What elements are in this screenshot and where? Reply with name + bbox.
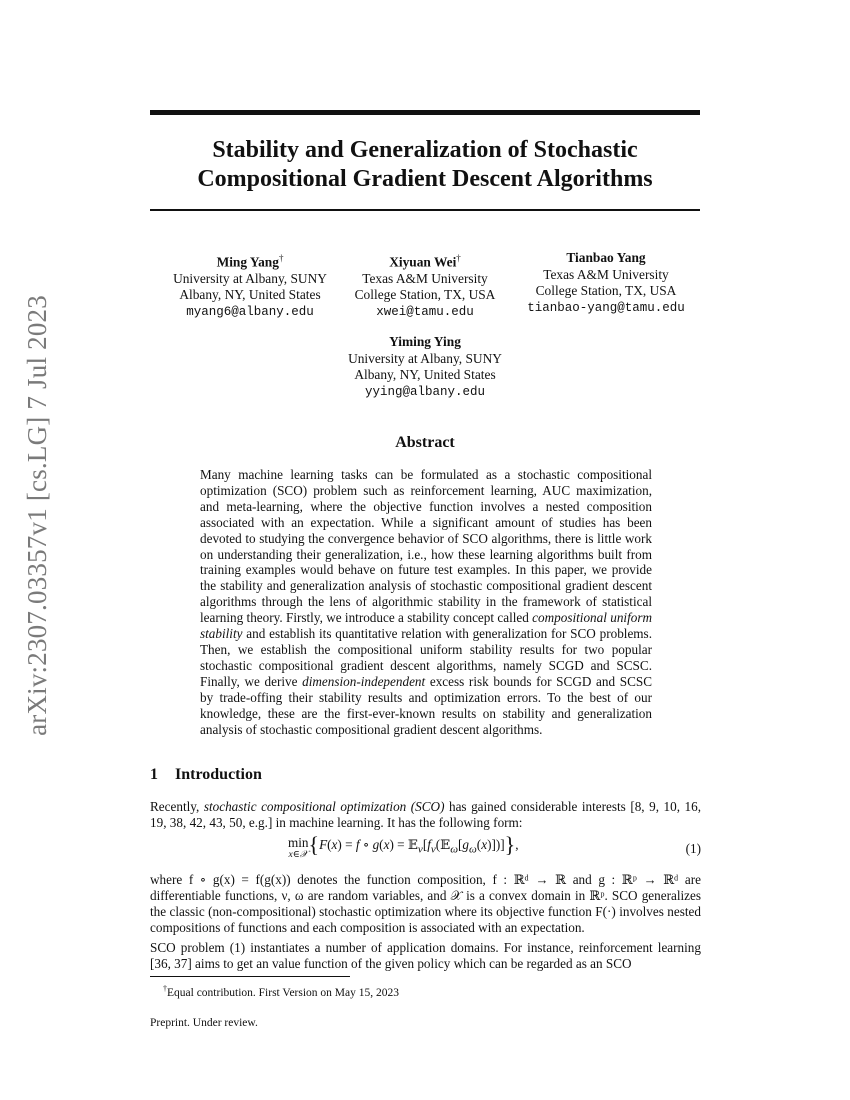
author-affiliation: University at Albany, SUNY — [348, 350, 502, 366]
equation-body: min x∈𝒳 {F(x) = f ∘ $g(x) = 𝔼_\nu[f_\nu(𝔼_\omega[g_\omega(x)])]$}, — [288, 832, 519, 860]
author-affiliation: University at Albany, SUNY — [173, 270, 327, 286]
author-name: Tianbao Yang — [566, 250, 646, 265]
footnote-rule — [150, 976, 350, 977]
arxiv-identifier — [14, 285, 60, 745]
author-email: tianbao-yang@tamu.edu — [527, 300, 685, 315]
footnote-text: Equal contribution. First Version on May 15, 2023 — [167, 986, 400, 999]
author-email: yying@albany.edu — [364, 384, 486, 399]
paper-title — [150, 136, 700, 194]
author-name: Xiyuan Wei — [389, 254, 457, 270]
title-bottom-rule — [150, 209, 700, 211]
author-block-4 — [325, 334, 525, 400]
intro-paragraph-1: Recently, stochastic compositional optimization (SCO) has gained considerable interests [8, 9, 10, 16, 19, 38, 42, 43, 50, e.g.] in machine learning. It has the following form: — [150, 799, 701, 830]
author-name: Ming Yang — [216, 254, 279, 270]
section-number: 1 — [150, 766, 158, 783]
author-location: Albany, NY, United States — [354, 367, 496, 382]
equation-number: (1) — [685, 841, 701, 856]
author-location: College Station, TX, USA — [354, 287, 496, 303]
author-block-3 — [496, 250, 716, 316]
author-location: College Station, TX, USA — [535, 283, 677, 298]
title-line-2: Compositional Gradient Descent Algorithms — [197, 166, 653, 192]
footnote — [163, 982, 399, 1000]
intro-emphasis: stochastic compositional optimization (SCO) — [203, 799, 445, 814]
author-block-1 — [150, 250, 350, 320]
section-heading — [150, 766, 262, 784]
author-block-2 — [325, 250, 525, 320]
author-email: xwei@tamu.edu — [376, 304, 474, 319]
equal-contribution-mark: † — [278, 253, 284, 263]
author-email: myang6@albany.edu — [186, 304, 314, 319]
abstract-text: Many machine learning tasks can be formulated as a stochastic compositional optimization (SCO) problem such as reinforcement learning, AUC maximization, and meta-learning, where the objective function involves a nested composition associated with an expectation. While a significant amount of studies has been devoted to studying the convergence behavior of SCO algorithms, there is little work on understanding their generalization, i.e., how these learning algorithms built from training examples would behave on future test examples. In this paper, we provide the stability and generalization analysis of stochastic compositional gradient descent algorithms through the lens of algorithmic stability in the framework of statistical learning theory. Firstly, we introduce a stability concept called compositional uniform stability and establish its quantitative relation with generalization for SCO problems. Then, we establish the compositional uniform stability results for two popular stochastic compositional gradient descent algorithms, namely SCGD and SCSC. Finally, we derive dimension-independent excess risk bounds for SCGD and SCSC by trade-offing their stability results and optimization errors. To the best of our knowledge, these are the first-ever-known results on stability and generalization analysis of stochastic compositional gradient descent algorithms. — [200, 467, 652, 737]
footnote-mark: † — [163, 984, 167, 993]
title-line-1: Stability and Generalization of Stochastic — [212, 137, 638, 163]
intro-paragraph-3: SCO problem (1) instantiates a number of application domains. For instance, reinforcement learning [36, 37] aims to get an value function of the given policy which can be regarded as an SCO — [150, 940, 701, 971]
equation-1 — [150, 833, 701, 867]
abstract-heading: Abstract — [395, 434, 455, 451]
author-name: Yiming Ying — [389, 334, 461, 349]
author-affiliation: Texas A&M University — [362, 270, 488, 286]
equal-contribution-mark: † — [456, 253, 461, 263]
arxiv-identifier-text: arXiv:2307.03357v1 [cs.LG] 7 Jul 2023 — [21, 294, 52, 736]
intro-paragraph-2: where f ∘ g(x) = f(g(x)) denotes the function composition, f : ℝᵈ → ℝ and g : ℝᵖ → ℝᵈ are differentiable functions, ν, ω are random variables, and 𝒳 is a convex domain in ℝᵖ. SCO generalizes the classic (non-compositional) stochastic optimization where its objective function F(·) involves nested compositions of functions and each composition is associated with an expectation. — [150, 872, 701, 935]
abstract-emphasis-1: compositional uniform stability — [200, 610, 652, 642]
abstract-emphasis-2: dimension-independent — [302, 673, 426, 689]
preprint-note: Preprint. Under review. — [150, 1017, 258, 1029]
author-location: Albany, NY, United States — [179, 287, 321, 303]
author-affiliation: Texas A&M University — [543, 266, 669, 282]
title-top-rule — [150, 110, 700, 115]
section-title: Introduction — [175, 766, 262, 783]
